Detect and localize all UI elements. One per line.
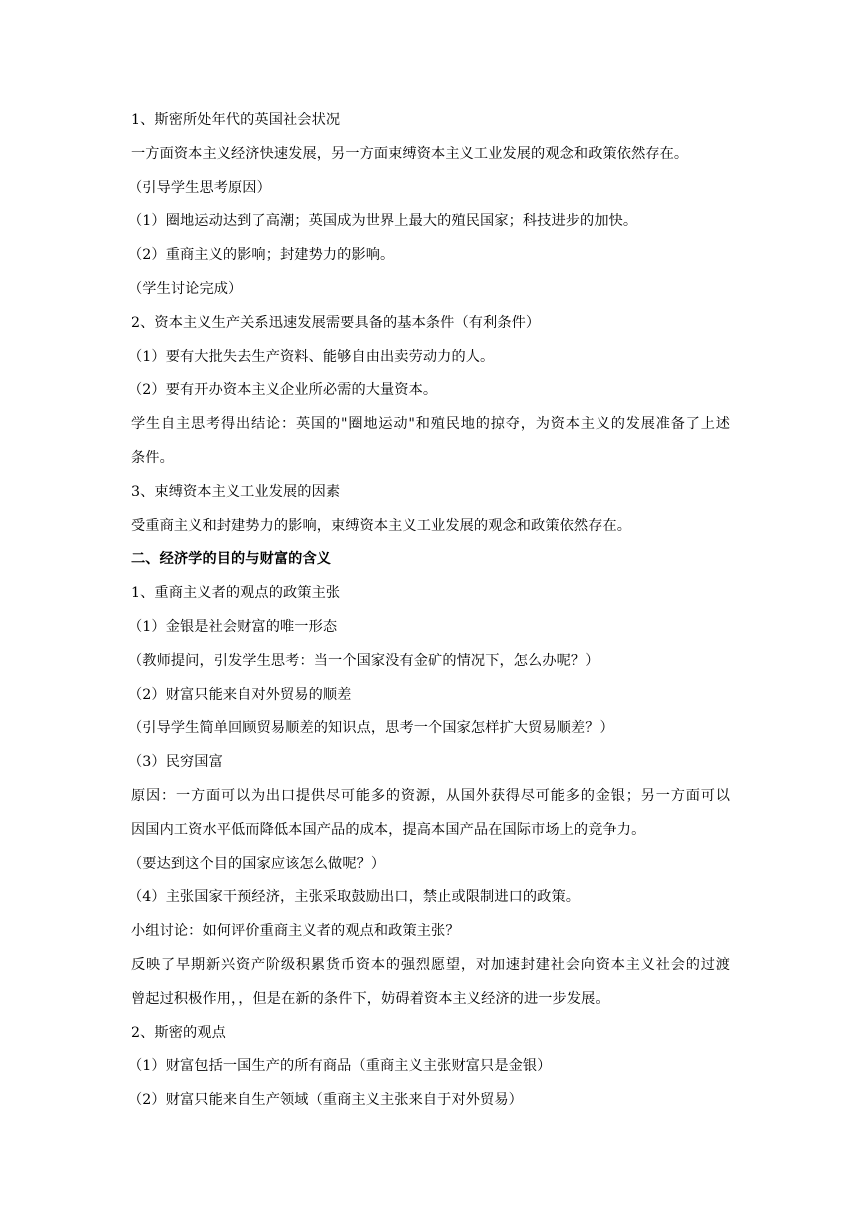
section-heading-1: 1、斯密所处年代的英国社会状况 <box>131 112 341 128</box>
section-heading-1: 1、重商主义者的观点的政策主张 <box>131 585 341 602</box>
section-heading-2: 2、资本主义生产关系迅速发展需要具备的基本条件（有利条件） <box>131 314 541 331</box>
paragraph-continuation: 因国内工资水平低而降低本国产品的成本，提高本国产品在国际市场上的竞争力。 <box>131 821 646 838</box>
teaching-note: （要达到这个目的国家应该怎么做呢？） <box>128 855 386 872</box>
paragraph: 原因：一方面可以为出口提供尽可能多的资源，从国外获得尽可能多的金银；另一方面可以 <box>131 787 730 804</box>
list-item: （1）圈地运动达到了高潮；英国成为世界上最大的殖民国家；科技进步的加快。 <box>128 213 638 230</box>
list-item: （2）财富只能来自生产领域（重商主义主张来自于对外贸易） <box>128 1092 523 1109</box>
paragraph-continuation: 曾起过积极作用，，但是在新的条件下，妨碍着资本主义经济的进一步发展。 <box>131 990 610 1007</box>
paragraph: 反映了早期新兴资产阶级积累货币资本的强烈愿望，对加速封建社会向资本主义社会的过渡 <box>131 956 730 973</box>
list-item: （2）财富只能来自对外贸易的顺差 <box>128 686 352 703</box>
section-heading-3: 3、束缚资本主义工业发展的因素 <box>131 483 341 500</box>
list-item: （1）财富包括一国生产的所有商品（重商主义主张财富只是金银） <box>128 1058 552 1075</box>
list-item: （2）重商主义的影响；封建势力的影响。 <box>128 247 395 264</box>
document-body <box>128 110 731 1124</box>
list-item: （1）金银是社会财富的唯一形态 <box>128 618 338 635</box>
paragraph-continuation: 条件。 <box>131 449 174 466</box>
teaching-note: （学生讨论完成） <box>128 280 243 297</box>
chapter-heading: 二、经济学的目的与财富的含义 <box>131 551 332 568</box>
list-item: （1）要有大批失去生产资料、能够自由出卖劳动力的人。 <box>128 348 495 365</box>
list-item: （3）民穷国富 <box>128 754 223 771</box>
paragraph: 学生自主思考得出结论：英国的"圈地运动"和殖民地的掠夺，为资本主义的发展准备了上述 <box>131 416 730 433</box>
section-heading-2: 2、斯密的观点 <box>131 1024 226 1041</box>
discussion-prompt: 小组讨论：如何评价重商主义者的观点和政策主张？ <box>131 923 460 940</box>
list-item: （2）要有开办资本主义企业所必需的大量资本。 <box>128 382 438 399</box>
list-item: （4）主张国家干预经济，主张采取鼓励出口，禁止或限制进口的政策。 <box>128 889 581 906</box>
teaching-note: （引导学生简单回顾贸易顺差的知识点，思考一个国家怎样扩大贸易顺差？） <box>128 720 614 737</box>
paragraph: 受重商主义和封建势力的影响，束缚资本主义工业发展的观念和政策依然存在。 <box>131 517 632 534</box>
paragraph: 一方面资本主义经济快速发展，另一方面束缚资本主义工业发展的观念和政策依然存在。 <box>131 145 689 162</box>
teaching-note: （引导学生思考原因） <box>128 179 271 196</box>
teaching-note: （教师提问，引发学生思考：当一个国家没有金矿的情况下，怎么办呢？） <box>128 652 600 669</box>
